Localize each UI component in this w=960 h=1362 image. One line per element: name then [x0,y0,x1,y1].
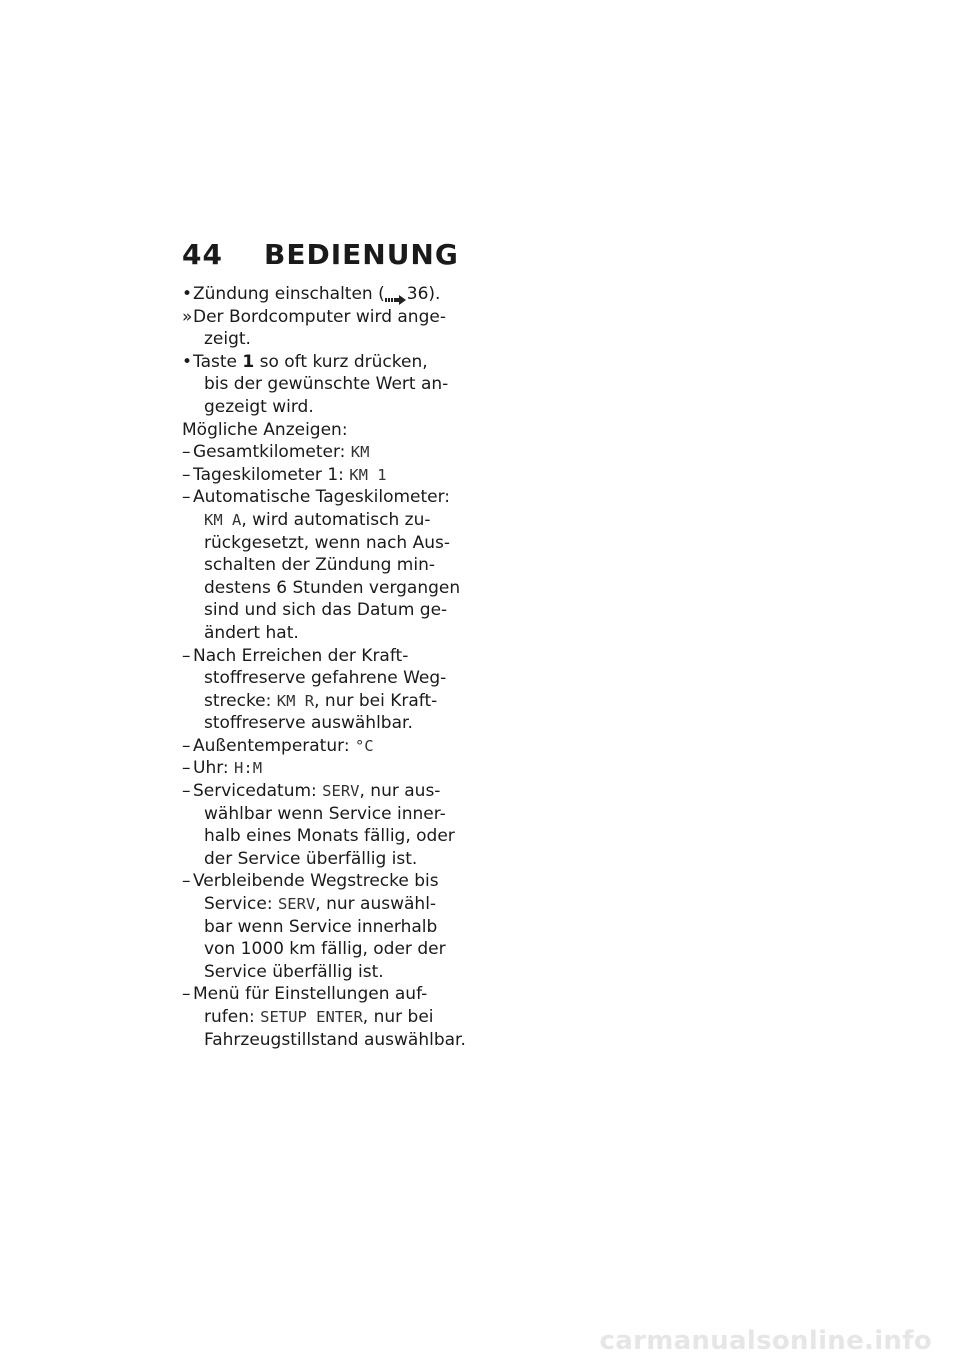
list-item-reserve: – Nach Erreichen der Kraft- [182,645,409,666]
bullet-marker: • [182,284,193,304]
step-press-button: • Taste 1 so oft kurz drücken, [182,351,428,372]
watermark-link[interactable]: carmanualsonline.info [599,1326,932,1356]
list-item-autotrip: – Automatische Tageskilometer: [182,487,451,508]
list-item-setup-menu: – Menü für Einstellungen auf- [182,984,428,1005]
page-header [182,238,472,271]
page-ref-arrow-icon [385,289,407,299]
list-item-temperature: – Außentemperatur: °C [182,735,374,756]
bullet-marker: • [182,351,193,372]
page-number: 44 [182,238,223,271]
list-item-trip1: – Tageskilometer 1: KM 1 [182,464,387,485]
manual-page: 44 BEDIENUNG • Zündung einschalten ( 36). » Der Bordcomputer wird ange- zeigt. • Taste 1 so oft kurz drücken, bis der gewünschte Wert an- gezeigt wird. Mögliche Anzeigen: – Gesamtkilometer: KM – Tageskilometer 1: KM 1 – Automatische Tageskilometer: KM A, wird automatisch zu- rückgesetzt, wenn nach Aus- schalten der Zündung min- destens 6 Stunden vergangen sind und sich das Datum ge- ändert hat. – Nach Erreichen der Kraft- stoffreserve gefahrene Weg- strecke: KM R, nur bei Kraft- stoffreserve auswählbar. – Außentemperatur: °C – Uhr: H:M – Servicedatum: SERV, nur aus- wählbar wenn Service inner- halb eines Monats fällig, oder der Service überfällig ist. – Verbleibende Wegstrecke bis Service: SERV, nur auswähl- bar wenn Service innerhalb von 1000 km fällig, oder der Service überfällig ist. – Menü für Einstellungen auf- rufen: SETUP ENTER, nur bei Fahrzeugstillstand auswählbar. [182,238,472,1051]
list-item-service-distance: – Verbleibende Wegstrecke bis [182,871,439,892]
chapter-title: BEDIENUNG [264,238,459,271]
result-marker: » [182,306,193,327]
list-item-total: – Gesamtkilometer: KM [182,442,370,463]
list-item-service-date: – Servicedatum: SERV, nur aus- [182,781,441,802]
section-heading: Mögliche Anzeigen: [182,419,348,440]
button-number: 1 [242,351,255,372]
list-item-clock: – Uhr: H:M [182,758,263,779]
step-ignition: • Zündung einschalten ( 36). [182,284,441,304]
result-display: » Der Bordcomputer wird ange- [182,306,446,327]
